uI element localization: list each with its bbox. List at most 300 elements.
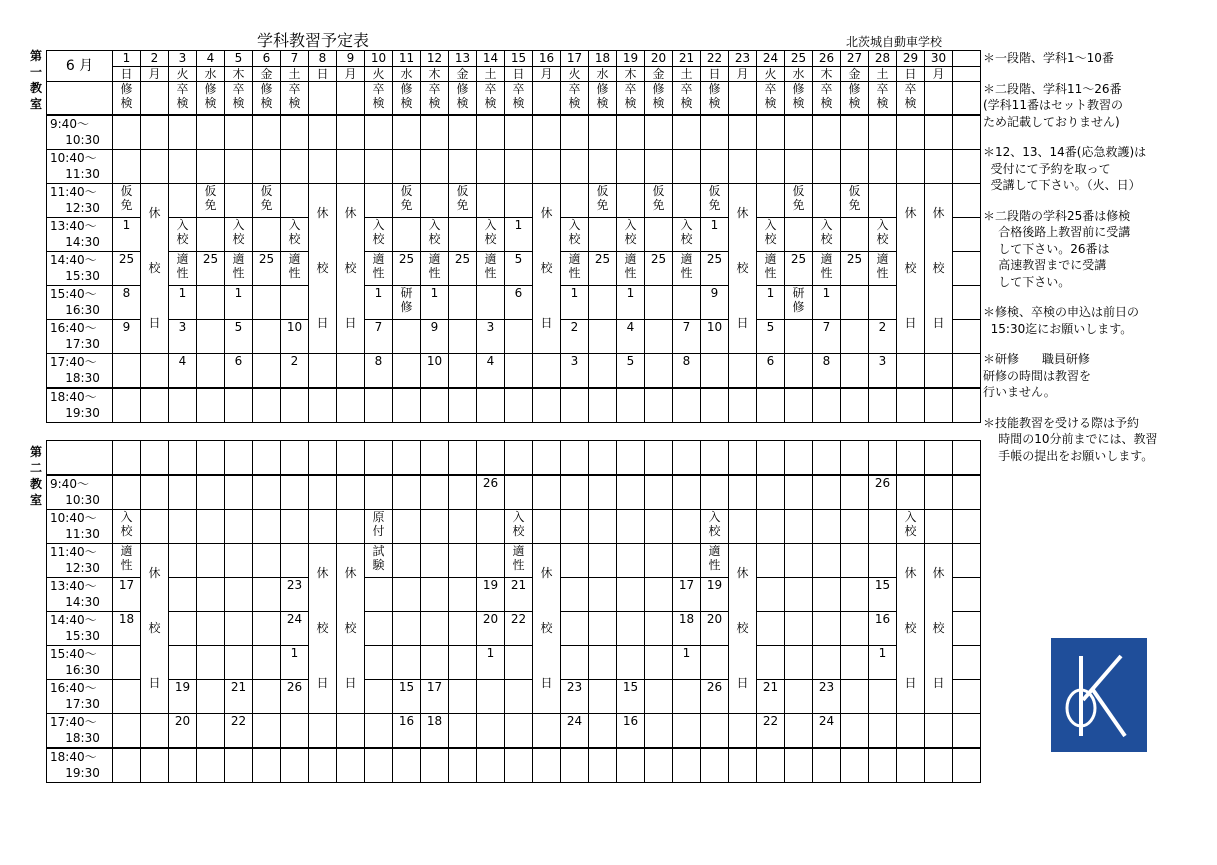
class-cell <box>785 646 813 680</box>
class-cell <box>365 748 393 783</box>
class-cell <box>309 388 337 423</box>
class-cell <box>141 510 169 544</box>
time-slot-label: 9:40～ 10:30 <box>47 475 113 510</box>
class-cell: 18 <box>113 612 141 646</box>
class-cell: 1 <box>617 286 645 320</box>
class-cell <box>617 646 645 680</box>
class-cell <box>925 115 953 150</box>
class-cell: 3 <box>169 320 197 354</box>
class-cell <box>169 544 197 578</box>
class-cell <box>813 510 841 544</box>
class-cell: 25 <box>589 252 617 286</box>
class-cell <box>337 150 365 184</box>
class-cell: 2 <box>869 320 897 354</box>
blank-cell <box>729 441 757 476</box>
class-cell <box>113 748 141 783</box>
class-cell <box>561 475 589 510</box>
time-slot-label: 17:40～ 18:30 <box>47 714 113 749</box>
class-cell <box>757 150 785 184</box>
class-cell <box>897 714 925 749</box>
exam-cell: 修 検 <box>393 82 421 116</box>
class-cell <box>645 115 673 150</box>
class-cell <box>253 714 281 749</box>
class-cell <box>841 680 869 714</box>
class-cell: 7 <box>673 320 701 354</box>
class-cell <box>309 475 337 510</box>
class-cell <box>673 510 701 544</box>
class-cell <box>225 150 253 184</box>
day-number: 1 <box>113 51 141 67</box>
class-cell: 入 校 <box>169 218 197 252</box>
class-cell: 1 <box>281 646 309 680</box>
class-cell: 25 <box>393 252 421 286</box>
note-item <box>983 351 1213 401</box>
exam-cell: 卒 検 <box>421 82 449 116</box>
class-cell: 18 <box>421 714 449 749</box>
class-cell <box>281 475 309 510</box>
class-cell <box>925 748 953 783</box>
class-cell: 1 <box>365 286 393 320</box>
class-cell <box>505 320 533 354</box>
class-cell <box>477 544 505 578</box>
class-cell <box>757 115 785 150</box>
class-cell <box>617 578 645 612</box>
blank-cell <box>953 252 981 286</box>
note-line: ＊一段階、学科1～10番 <box>983 51 1114 65</box>
class-cell: 19 <box>477 578 505 612</box>
day-number: 16 <box>533 51 561 67</box>
note-line: ＊技能教習を受ける際は予約 <box>983 415 1140 430</box>
class-cell <box>505 354 533 389</box>
time-slot-label: 18:40～ 19:30 <box>47 388 113 423</box>
class-cell <box>197 680 225 714</box>
class-cell <box>449 714 477 749</box>
time-slot-label: 11:40～ 12:30 <box>47 544 113 578</box>
note-line: して下さい。26番は <box>983 241 1110 256</box>
class-cell <box>421 388 449 423</box>
class-cell <box>281 286 309 320</box>
weekday-label: 金 <box>449 67 477 82</box>
blank-cell <box>47 82 113 116</box>
day-number: 9 <box>337 51 365 67</box>
class-cell <box>757 475 785 510</box>
class-cell <box>253 388 281 423</box>
class-cell <box>673 680 701 714</box>
class-cell: 1 <box>505 218 533 252</box>
class-cell <box>337 388 365 423</box>
class-cell: 26 <box>869 475 897 510</box>
class-cell <box>813 475 841 510</box>
class-cell <box>533 510 561 544</box>
blank-cell <box>673 441 701 476</box>
class-cell <box>589 510 617 544</box>
class-cell: 適 性 <box>701 544 729 578</box>
class-cell <box>533 475 561 510</box>
room2-label-char: 室 <box>29 493 42 507</box>
class-cell: 適 性 <box>113 544 141 578</box>
blank-cell <box>841 441 869 476</box>
rest-day-cell: 休 校 日 <box>141 184 169 354</box>
class-cell <box>393 475 421 510</box>
note-item <box>983 415 1213 465</box>
time-slot-label: 11:40～ 12:30 <box>47 184 113 218</box>
class-cell <box>477 748 505 783</box>
class-cell <box>449 578 477 612</box>
class-cell: 6 <box>225 354 253 389</box>
class-cell <box>141 354 169 389</box>
class-cell: 6 <box>505 286 533 320</box>
class-cell: 1 <box>169 286 197 320</box>
day-number: 17 <box>561 51 589 67</box>
class-cell <box>757 578 785 612</box>
class-cell: 仮 免 <box>449 184 477 218</box>
class-cell <box>645 218 673 252</box>
class-cell <box>449 748 477 783</box>
class-cell <box>449 388 477 423</box>
class-cell <box>785 150 813 184</box>
class-cell <box>421 544 449 578</box>
class-cell <box>757 184 785 218</box>
class-cell <box>617 388 645 423</box>
class-cell <box>197 714 225 749</box>
class-cell <box>225 612 253 646</box>
class-cell <box>561 184 589 218</box>
day-number: 8 <box>309 51 337 67</box>
class-cell: 17 <box>673 578 701 612</box>
class-cell <box>505 115 533 150</box>
day-number: 21 <box>673 51 701 67</box>
class-cell: 26 <box>477 475 505 510</box>
room1-label-char: 教 <box>29 81 42 95</box>
class-cell <box>533 748 561 783</box>
class-cell: 15 <box>617 680 645 714</box>
class-cell: 25 <box>449 252 477 286</box>
class-cell: 26 <box>701 680 729 714</box>
class-cell <box>169 578 197 612</box>
day-number: 4 <box>197 51 225 67</box>
class-cell <box>673 184 701 218</box>
class-cell: 入 校 <box>281 218 309 252</box>
blank-cell <box>225 441 253 476</box>
class-cell <box>869 510 897 544</box>
rest-day-cell: 休 校 日 <box>729 184 757 354</box>
class-cell <box>393 354 421 389</box>
class-cell: 1 <box>813 286 841 320</box>
class-cell: 25 <box>645 252 673 286</box>
day-number: 29 <box>897 51 925 67</box>
room2-label-char: 教 <box>29 477 42 491</box>
blank-cell <box>421 441 449 476</box>
day-number: 7 <box>281 51 309 67</box>
class-cell <box>421 184 449 218</box>
class-cell: 21 <box>505 578 533 612</box>
class-cell <box>449 646 477 680</box>
class-cell <box>757 510 785 544</box>
class-cell: 適 性 <box>757 252 785 286</box>
note-line: ため記載しておりません) <box>983 114 1120 129</box>
class-cell <box>253 544 281 578</box>
class-cell <box>113 646 141 680</box>
class-cell: 2 <box>561 320 589 354</box>
exam-cell <box>309 82 337 116</box>
class-cell: 21 <box>225 680 253 714</box>
class-cell <box>281 115 309 150</box>
day-number: 27 <box>841 51 869 67</box>
class-cell <box>365 184 393 218</box>
time-slot-label: 18:40～ 19:30 <box>47 748 113 783</box>
time-slot-label: 15:40～ 16:30 <box>47 286 113 320</box>
class-cell <box>365 388 393 423</box>
day-number: 13 <box>449 51 477 67</box>
class-cell <box>561 388 589 423</box>
class-cell <box>225 184 253 218</box>
exam-cell: 卒 検 <box>757 82 785 116</box>
rest-day-cell: 休 校 日 <box>337 544 365 714</box>
class-cell <box>757 748 785 783</box>
class-cell <box>169 184 197 218</box>
blank-cell <box>393 441 421 476</box>
time-slot-label: 16:40～ 17:30 <box>47 680 113 714</box>
class-cell: 適 性 <box>421 252 449 286</box>
room2-label <box>28 444 44 508</box>
class-cell <box>701 714 729 749</box>
class-cell: 仮 免 <box>253 184 281 218</box>
class-cell: 入 校 <box>365 218 393 252</box>
class-cell <box>169 646 197 680</box>
class-cell <box>393 544 421 578</box>
class-cell <box>561 646 589 680</box>
class-cell: 17 <box>113 578 141 612</box>
class-cell: 仮 免 <box>645 184 673 218</box>
exam-cell: 修 検 <box>449 82 477 116</box>
blank-cell <box>785 441 813 476</box>
weekday-label: 水 <box>589 67 617 82</box>
class-cell: 10 <box>701 320 729 354</box>
exam-cell: 修 検 <box>841 82 869 116</box>
month-label: 6 月 <box>47 51 113 82</box>
weekday-label: 土 <box>281 67 309 82</box>
class-cell: 1 <box>757 286 785 320</box>
blank-cell <box>953 680 981 714</box>
class-cell <box>253 680 281 714</box>
exam-cell: 卒 検 <box>505 82 533 116</box>
class-cell: 研 修 <box>393 286 421 320</box>
class-cell <box>617 510 645 544</box>
class-cell <box>561 544 589 578</box>
class-cell <box>617 544 645 578</box>
class-cell: 1 <box>113 218 141 252</box>
day-number: 10 <box>365 51 393 67</box>
class-cell <box>841 115 869 150</box>
class-cell <box>673 714 701 749</box>
exam-cell <box>533 82 561 116</box>
class-cell <box>533 714 561 749</box>
class-cell <box>421 612 449 646</box>
weekday-label: 水 <box>785 67 813 82</box>
class-cell <box>757 388 785 423</box>
class-cell <box>169 150 197 184</box>
blank-cell <box>365 441 393 476</box>
blank-cell <box>953 320 981 354</box>
blank-cell <box>953 115 981 150</box>
class-cell: 1 <box>869 646 897 680</box>
class-cell <box>897 475 925 510</box>
blank-cell <box>953 578 981 612</box>
time-slot-label: 14:40～ 15:30 <box>47 612 113 646</box>
blank-cell <box>953 184 981 218</box>
class-cell <box>869 286 897 320</box>
class-cell: 仮 免 <box>785 184 813 218</box>
class-cell <box>785 748 813 783</box>
class-cell: 入 校 <box>617 218 645 252</box>
class-cell <box>253 510 281 544</box>
class-cell <box>841 646 869 680</box>
exam-cell <box>337 82 365 116</box>
class-cell <box>309 748 337 783</box>
blank-cell <box>897 441 925 476</box>
k-logo-icon <box>1051 638 1147 752</box>
class-cell <box>113 388 141 423</box>
class-cell <box>841 218 869 252</box>
class-cell <box>477 388 505 423</box>
class-cell <box>197 115 225 150</box>
class-cell <box>225 578 253 612</box>
class-cell <box>197 388 225 423</box>
class-cell <box>645 320 673 354</box>
day-number: 23 <box>729 51 757 67</box>
class-cell <box>925 150 953 184</box>
time-slot-label: 10:40～ 11:30 <box>47 510 113 544</box>
class-cell: 入 校 <box>897 510 925 544</box>
class-cell <box>785 475 813 510</box>
day-number: 24 <box>757 51 785 67</box>
class-cell <box>421 510 449 544</box>
class-cell <box>645 646 673 680</box>
class-cell <box>253 748 281 783</box>
class-cell <box>813 544 841 578</box>
weekday-label: 水 <box>393 67 421 82</box>
day-number: 18 <box>589 51 617 67</box>
class-cell: 1 <box>225 286 253 320</box>
class-cell <box>841 714 869 749</box>
class-cell <box>757 544 785 578</box>
class-cell <box>785 354 813 389</box>
class-cell: 入 校 <box>505 510 533 544</box>
exam-cell: 修 検 <box>701 82 729 116</box>
blank-cell <box>561 441 589 476</box>
class-cell <box>645 544 673 578</box>
class-cell <box>169 510 197 544</box>
class-cell <box>309 354 337 389</box>
day-number: 6 <box>253 51 281 67</box>
exam-cell <box>729 82 757 116</box>
note-item <box>983 81 1213 131</box>
class-cell <box>505 714 533 749</box>
class-cell: 適 性 <box>561 252 589 286</box>
class-cell <box>869 544 897 578</box>
class-cell <box>225 748 253 783</box>
class-cell: 1 <box>561 286 589 320</box>
class-cell: 8 <box>365 354 393 389</box>
blank-cell <box>449 441 477 476</box>
class-cell <box>309 510 337 544</box>
class-cell <box>421 115 449 150</box>
class-cell: 1 <box>673 646 701 680</box>
rest-day-cell: 休 校 日 <box>337 184 365 354</box>
class-cell <box>225 115 253 150</box>
rest-day-cell: 休 校 日 <box>925 544 953 714</box>
blank-cell <box>47 441 113 476</box>
class-cell <box>785 320 813 354</box>
weekday-label: 日 <box>505 67 533 82</box>
room2-label-char: 第 <box>29 445 42 459</box>
class-cell: 8 <box>813 354 841 389</box>
class-cell <box>197 544 225 578</box>
class-cell <box>729 150 757 184</box>
class-cell <box>589 320 617 354</box>
class-cell: 4 <box>477 354 505 389</box>
note-line: (学科11番はセット教習の <box>983 98 1123 112</box>
class-cell: 5 <box>225 320 253 354</box>
exam-cell: 卒 検 <box>365 82 393 116</box>
class-cell: 5 <box>617 354 645 389</box>
class-cell <box>449 286 477 320</box>
day-number: 11 <box>393 51 421 67</box>
class-cell <box>477 680 505 714</box>
class-cell <box>169 612 197 646</box>
class-cell: 2 <box>281 354 309 389</box>
class-cell: 16 <box>869 612 897 646</box>
note-line: ＊12、13、14番(応急救護)は <box>983 145 1147 159</box>
class-cell <box>869 115 897 150</box>
class-cell <box>365 680 393 714</box>
blank-cell <box>953 475 981 510</box>
exam-cell: 修 検 <box>197 82 225 116</box>
page-title: 学科教習予定表 <box>257 31 370 50</box>
weekday-label: 月 <box>337 67 365 82</box>
class-cell <box>253 286 281 320</box>
class-cell <box>449 150 477 184</box>
note-line: 受付にて予約を取って <box>983 161 1111 176</box>
class-cell: 原 付 <box>365 510 393 544</box>
class-cell <box>757 612 785 646</box>
class-cell <box>589 150 617 184</box>
class-cell <box>897 388 925 423</box>
class-cell: 15 <box>869 578 897 612</box>
note-line: 受講して下さい。（火、日） <box>983 178 1141 192</box>
class-cell <box>197 612 225 646</box>
class-cell: 入 校 <box>869 218 897 252</box>
class-cell: 適 性 <box>365 252 393 286</box>
weekday-label: 日 <box>701 67 729 82</box>
exam-cell: 卒 検 <box>813 82 841 116</box>
class-cell <box>365 612 393 646</box>
class-cell: 適 性 <box>169 252 197 286</box>
time-slot-label: 13:40～ 14:30 <box>47 218 113 252</box>
class-cell: 1 <box>421 286 449 320</box>
class-cell <box>673 115 701 150</box>
blank-cell <box>953 714 981 749</box>
blank-cell <box>953 612 981 646</box>
class-cell: 適 性 <box>505 544 533 578</box>
class-cell <box>841 150 869 184</box>
weekday-label: 金 <box>645 67 673 82</box>
class-cell: 仮 免 <box>113 184 141 218</box>
room2-schedule-table <box>46 440 981 783</box>
room1-label-char: 第 <box>29 49 42 63</box>
class-cell <box>309 714 337 749</box>
class-cell <box>673 475 701 510</box>
